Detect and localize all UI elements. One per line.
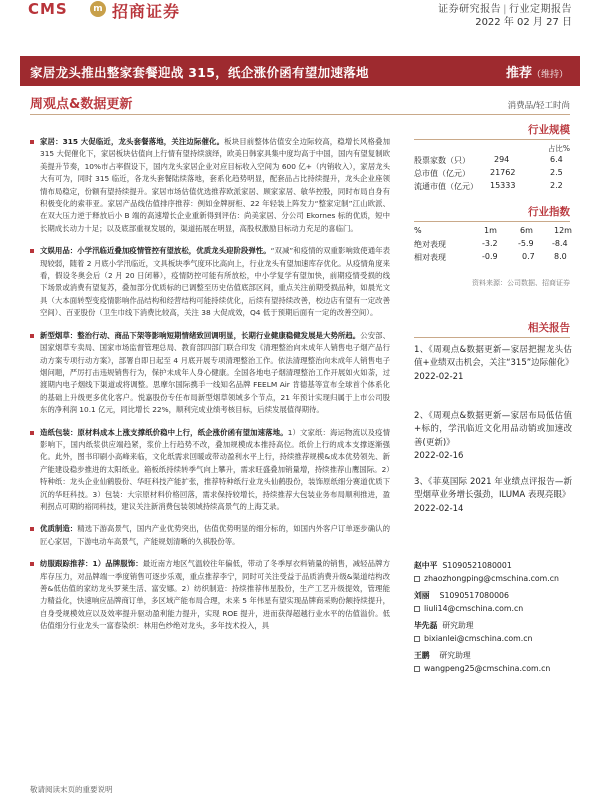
row-value: -3.2 — [482, 239, 498, 248]
divider — [414, 139, 570, 140]
analyst-role: 研究助理 — [439, 651, 471, 660]
related-report-title[interactable]: 3、《菲莫国际 2021 年业绩点评报告—新型烟草业务增长强劲，ILUMA 表现亮眼》 — [414, 477, 572, 501]
paragraph-stationery — [30, 245, 390, 319]
bullet-icon — [30, 562, 34, 566]
email-icon — [414, 666, 420, 672]
divider — [30, 114, 570, 115]
paragraph-lead: 新型烟草：整治行动、商品下架等影响短期情绪致回调明显，长期行业健康稳健发展是大势所趋。 — [40, 330, 361, 340]
bullet-icon — [30, 527, 34, 531]
paragraph-lead: 文娱用品：小学汛临近叠加疫情管控有望放松，优质龙头迎阶段弹性。 — [40, 246, 271, 256]
row-label: 总市值（亿元） — [414, 169, 470, 178]
row-value: 15333 — [490, 181, 516, 190]
row-label: 股票家数（只） — [414, 156, 470, 165]
divider — [414, 221, 570, 222]
analyst-name: 赵中平 — [414, 561, 438, 570]
analyst-name: 刘丽 — [414, 591, 430, 600]
sector-label: 消费品/轻工时尚 — [507, 101, 570, 111]
analyst-row — [414, 650, 574, 662]
email-icon — [414, 576, 420, 582]
analyst-row — [414, 590, 574, 602]
email-icon — [414, 636, 420, 642]
related-report-item[interactable] — [414, 344, 572, 384]
scale-row — [414, 155, 572, 167]
industry-index-title: 行业指数 — [528, 206, 570, 218]
scale-row — [414, 181, 572, 193]
related-report-date: 2022-02-14 — [414, 503, 464, 514]
logo-en: CMS — [28, 0, 68, 18]
paragraph-body: 板块目前整体估值安全边际较高，稳增长风格叠加 315 大促催化下，家居板块估值向上行情有望持续演绎，欧美日韩家具集中度均高于中国，国内有望复制欧美提升节奏，10%市占率假设下，国内龙头家居企业对应目标收入空间为 600 亿+（内销收入），家居龙头大有可为，同时 315 临近，各龙头套餐陆续落地，套系化趋势明显，配套品占比持续提升，龙头企业座领情布局稳定，份额有望持续提升。家居市场估值优选推荐欧派家居、顾家家居、敏华控股，同时布局自身有积极变化的索菲亚。家居产品线估值排序推荐：例如金牌厨柜、22 年轻装上阵发力“整家定制”江山欧派、在双大压力逆于释放后小 B 端的高速增长企业重新得到评估：尚美家居、分公司 Ekornes 标的优质，短中长期成长动力十足；以及底部重视发展的，渠道拓展在明显，高股权激励目标动力充足的喜临门。 — [40, 137, 390, 233]
report-type-separator: | — [503, 4, 507, 15]
email-icon — [414, 606, 420, 612]
related-report-item[interactable] — [414, 476, 572, 516]
paragraph-textile — [30, 558, 390, 632]
page-header — [0, 0, 600, 60]
row-pct: 6.4 — [550, 155, 563, 164]
analyst-row — [414, 560, 574, 572]
header-cell: 6m — [520, 226, 533, 235]
analyst-email-row[interactable] — [414, 574, 574, 586]
row-label: 流通市值（亿元） — [414, 182, 478, 191]
analyst-id: S1090517080006 — [439, 591, 509, 600]
related-report-date: 2022-02-21 — [414, 371, 464, 382]
index-header-row — [414, 226, 572, 238]
row-pct: 2.5 — [550, 168, 563, 177]
paragraph-body: “双减”和疫情的双重影响致使通年表现较弱，随着 2 月底小学汛临近，文具板块季气度环比高向上，行业龙头有望加速库存优化。从疫情角度来看，假设冬奥会后（2 月 20 日闭幕），疫情防控可能有所放松，中小学复学有望加快，前期疫情受损的线下场景或消费有望复苏，叠加部分优质标的已调整至历史估值底部区间，重点关注前期受损品种，如晨光文具（大本面转型变疫情影响作品结构和经营结构可能持续优化，后续有望持续改善，校边店有望有一定改善空间）、百亚股份（卫生巾线下消费比较高，关注 38 大促成效，Q4 低于预期后面有一定的改善空间）。 — [40, 246, 390, 318]
row-value: -8.4 — [552, 239, 568, 248]
main-content — [30, 136, 390, 643]
analyst-email[interactable]: zhaozhongping@cmschina.com.cn — [424, 574, 559, 583]
row-value: -5.9 — [518, 239, 534, 248]
header-cell: 12m — [554, 226, 572, 235]
row-value: -0.9 — [482, 252, 498, 261]
company-logo — [28, 0, 208, 20]
analyst-name: 王鹏 — [414, 651, 430, 660]
paragraph-home — [30, 136, 390, 235]
analyst-email[interactable]: wangpeng25@cmschina.com.cn — [424, 664, 551, 673]
bullet-icon — [30, 249, 34, 253]
row-label: 绝对表现 — [414, 240, 446, 249]
row-value: 21762 — [490, 168, 516, 177]
paragraph-lead: 优质制造： — [40, 524, 78, 534]
paragraph-body: 1）文家纸：海运物流以及疫情影响下，国内纸浆供应端趋紧，浆价上行趋势不改，叠加规模成本推持高位。纸价上行的成本支撑逐渐强化。此外，图书印刷小高峰来临，文化纸需求回暖或带动盈利水平上行，持续推荐规模&成本优势领先、新产能建设稳步推进的太阳纸业。箱板纸持续转季气向上攀升，需求旺盛叠加销量增，持续推荐山鹰国际。2）特种纸：龙头企业仙鹤股份、华旺科技产能扩张，推荐特种纸行业龙头仙鹤股份，装饰原纸细分赛道优质下沉的华旺科技。3）包装：大宗原材料价格回落，需求保持较增长，持续推荐大包装业务布局顺利推进，盈利拐点可期的裕同科技，建议关注新消费包装领域持续高景气的上海艾录。 — [40, 427, 390, 511]
header-cell: 1m — [484, 226, 497, 235]
rating — [506, 62, 568, 81]
footer-note: 敬请阅读末页的重要说明 — [30, 785, 113, 794]
analyst-name: 毕先磊 — [414, 621, 438, 630]
bullet-icon — [30, 140, 34, 144]
paragraph-body: 公安部、国家烟草专卖局、国家市场监督管理总局、教育部四部门联合印发《清理整治向未成年人销售电子烟产品行动方案专项行动方案》，部署自即日起至 4 月底开展专项清理整治工作。依法清理整治向未成年人销售电子烟问题，严厉打击违规销售行为，保护未成年人身心健康。全国各地电子烟清理整治工作开展如火如荼，过渡期内电子烟线下渠道或将调整。思摩尔国际携手一线知名品牌 FEELM Air 肯德基等宣布全球首个体系化的基础上升级更多优化客户。悦嘉股份专任布局新型烟草领域多个节点，21 年预计实现归属于上市公司股东的净利润 10.1 亿元，同比增长 22%，顺利完成业绩考核目标，后续发展值得期待。 — [40, 330, 390, 415]
analyst-email-row[interactable] — [414, 604, 574, 616]
paragraph-body: 精选下游高景气，国内产业优势突出，估值优势明显的细分标的，如国内外客户订单逐步确认的匠心家居，下游电动车高景气，产能规划清晰的久祺股份等。 — [40, 524, 390, 546]
row-value: 294 — [494, 155, 510, 164]
related-report-title[interactable]: 2、《周观点&数据更新—家居布局低估值+标的，学汛临近文化用品动销或加速改善(更新)》 — [414, 411, 572, 448]
analyst-email[interactable]: bixianlei@cmschina.com.cn — [424, 634, 533, 643]
index-row — [414, 239, 572, 251]
paragraph-tobacco — [30, 330, 390, 417]
related-reports-title: 相关报告 — [528, 322, 570, 334]
paragraph-lead: 造纸包装：原材料成本上涨支撑纸价稳中上行，纸企涨价函有望加速落地。 — [40, 427, 288, 437]
unit-note: 占比% — [547, 144, 570, 153]
report-type-right: 行业定期报告 — [509, 4, 572, 15]
row-value: 0.7 — [522, 252, 535, 261]
related-report-date: 2022-02-16 — [414, 451, 464, 462]
title-bar — [20, 56, 580, 86]
scale-row — [414, 168, 572, 180]
rating-note: （维持） — [531, 70, 568, 80]
data-source: 资料来源：公司数据、招商证券 — [472, 279, 570, 287]
paragraph-lead: 家居：315 大促临近，龙头套餐落地，关注边际催化。 — [40, 137, 225, 146]
paragraph-paper — [30, 427, 390, 514]
row-value: 8.0 — [554, 252, 567, 261]
report-type-left: 证券研究报告 — [438, 4, 502, 15]
divider — [414, 337, 570, 338]
rating-value: 推荐 — [505, 66, 532, 81]
analyst-email[interactable]: liuli14@cmschina.com.cn — [424, 604, 524, 613]
index-row — [414, 252, 572, 264]
logo-badge-icon: m — [90, 1, 106, 17]
section-subtitle: 周观点&数据更新 — [30, 97, 133, 112]
paragraph-lead: 纺服跟踪推荐：1）品牌服饰： — [40, 559, 143, 569]
report-title: 家居龙头推出整家套餐迎战 315，纸企涨价函有望加速落地 — [30, 65, 369, 80]
row-label: 相对表现 — [414, 253, 446, 262]
paragraph-body: 最近南方地区气温较往年偏低，带动了冬季厚衣料销量的销售，减轻品牌方库存压力，对品牌端一季度销售可逐步乐观，重点推荐李宁，同时可关注受益于品质消费升级&渠道结构改善&低估值的家纺龙头罗莱生活、富安娜。2）纺织制造：持续推荐伟星股份，生产工艺升级提效，管理能力精益化，快速响应品牌商订单，多区域产能布局合理，未来 5 年伟星有望实现品牌商采购份额持续提升，自身受规模效应以及效率提升驱动盈利能力提升，实现 ROE 提升，进而获得超越行业水平的估值溢价。低估值细分行业龙头一富春染织：林用色纱绝对龙头，多年技术投入，具 — [40, 559, 390, 631]
analyst-email-row[interactable] — [414, 634, 574, 646]
related-report-item[interactable] — [414, 410, 572, 464]
analyst-role: 研究助理 — [442, 621, 474, 630]
report-date: 2022 年 02 月 27 日 — [475, 17, 572, 28]
related-report-title[interactable]: 1、《周观点&数据更新—家居把握龙头估值+业绩双击机会，关注“315”边际催化》 — [414, 345, 574, 369]
industry-scale-title: 行业规模 — [528, 124, 570, 136]
header-cell: % — [414, 226, 422, 235]
analyst-email-row[interactable] — [414, 664, 574, 676]
logo-cn: 招商证券 — [112, 2, 181, 21]
row-pct: 2.2 — [550, 181, 563, 190]
analyst-id: S1090521080001 — [442, 561, 512, 570]
analyst-row — [414, 620, 574, 632]
bullet-icon — [30, 334, 34, 338]
bullet-icon — [30, 431, 34, 435]
paragraph-manufacturing — [30, 523, 390, 548]
